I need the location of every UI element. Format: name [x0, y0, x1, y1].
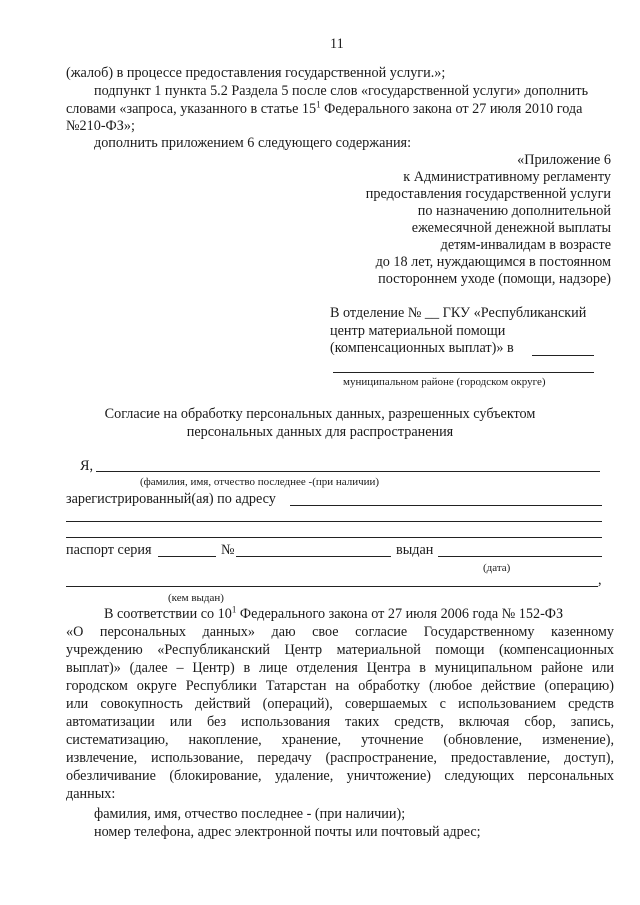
body-line: выплат)» (далее – Центр) в лице отделения Центра в муниципальном районе или	[66, 660, 614, 676]
body-line: или совокупность действий (операций), совершаемых с использованием средств	[66, 696, 614, 712]
addressee-caption: муниципальном районе (городском округе)	[343, 376, 546, 388]
issued-by-caption: (кем выдан)	[168, 592, 224, 604]
body-line: обезличивание (блокирование, удаление, уничтожение) следующих персональных	[66, 768, 614, 784]
address-field	[66, 521, 602, 522]
appendix-line: детям-инвалидам в возрасте	[440, 237, 611, 253]
form-title-line: персональных данных для распространения	[186, 424, 454, 440]
list-item: фамилия, имя, отчество последнее - (при наличии);	[94, 806, 406, 822]
address-field	[290, 505, 602, 506]
text-segment: В соответствии со 10	[104, 606, 232, 622]
body-line	[104, 606, 563, 623]
date-caption: (дата)	[483, 562, 511, 574]
passport-number-label: №	[221, 542, 235, 558]
body-line: систематизацию, накопление, хранение, уточнение (обновление, изменение),	[66, 732, 614, 748]
body-line: извлечение, использование, передачу (распространение, предоставление, доступ),	[66, 750, 614, 766]
address-field	[66, 537, 602, 538]
appendix-line: по назначению дополнительной	[417, 203, 611, 219]
text-line: подпункт 1 пункта 5.2 Раздела 5 после слов «государственной услуги» дополнить	[94, 83, 589, 99]
appendix-line: постороннем уходе (помощи, надзоре)	[378, 271, 611, 287]
text-segment: словами «запроса, указанного в статье 15	[66, 101, 317, 117]
issued-by-field	[66, 586, 598, 587]
passport-series-field	[158, 556, 216, 557]
superscript: 1	[231, 604, 237, 615]
body-line: данных:	[66, 786, 116, 802]
address-label: зарегистрированный(ая) по адресу	[66, 491, 276, 507]
appendix-line: ежемесячной денежной выплаты	[411, 220, 611, 236]
body-line: автоматизации или без использования таких средств, включая сбор, запись,	[66, 714, 614, 730]
text-line	[66, 101, 582, 118]
appendix-line: до 18 лет, нуждающимся в постоянном	[375, 254, 611, 270]
passport-number-field	[236, 556, 391, 557]
list-item: номер телефона, адрес электронной почты или почтовый адрес;	[94, 824, 481, 840]
text-line: №210-ФЗ»;	[66, 118, 135, 134]
ya-label: Я,	[80, 458, 94, 474]
text-line: (жалоб) в процессе предоставления государственной услуги.»;	[66, 65, 446, 81]
page-number: 11	[330, 36, 344, 52]
addressee-line: центр материальной помощи	[330, 323, 506, 339]
superscript: 1	[316, 99, 321, 110]
trailing-comma: ,	[598, 572, 602, 588]
passport-series-label: паспорт серия	[66, 542, 152, 558]
text-line: дополнить приложением 6 следующего содержания:	[94, 135, 412, 151]
appendix-line: предоставления государственной услуги	[365, 186, 611, 202]
body-line: учреждению «Республиканский Центр материальной помощи (компенсационных	[66, 642, 614, 658]
appendix-line: «Приложение 6	[517, 152, 611, 168]
fio-caption: (фамилия, имя, отчество последнее -(при наличии)	[140, 476, 380, 488]
addressee-blank	[333, 372, 594, 373]
appendix-line: к Административному регламенту	[403, 169, 611, 185]
form-title-line: Согласие на обработку персональных данных, разрешенных субъектом	[104, 406, 536, 422]
issued-label: выдан	[396, 542, 434, 558]
fio-field	[96, 471, 600, 472]
body-line: городском округе Республики Татарстан на обработку (любое действие (операцию)	[66, 678, 614, 694]
addressee-line: В отделение № __ ГКУ «Республиканский	[330, 305, 587, 321]
body-line: «О персональных данных» даю свое согласие Государственному казенному	[66, 624, 614, 640]
text-segment: Федерального закона от 27 июля 2006 года № 152-ФЗ	[236, 606, 564, 622]
addressee-line: (компенсационных выплат)» в	[330, 340, 514, 356]
addressee-blank	[532, 355, 594, 356]
issue-date-field	[438, 556, 602, 557]
text-segment: Федерального закона от 27 июля 2010 года	[320, 101, 583, 117]
